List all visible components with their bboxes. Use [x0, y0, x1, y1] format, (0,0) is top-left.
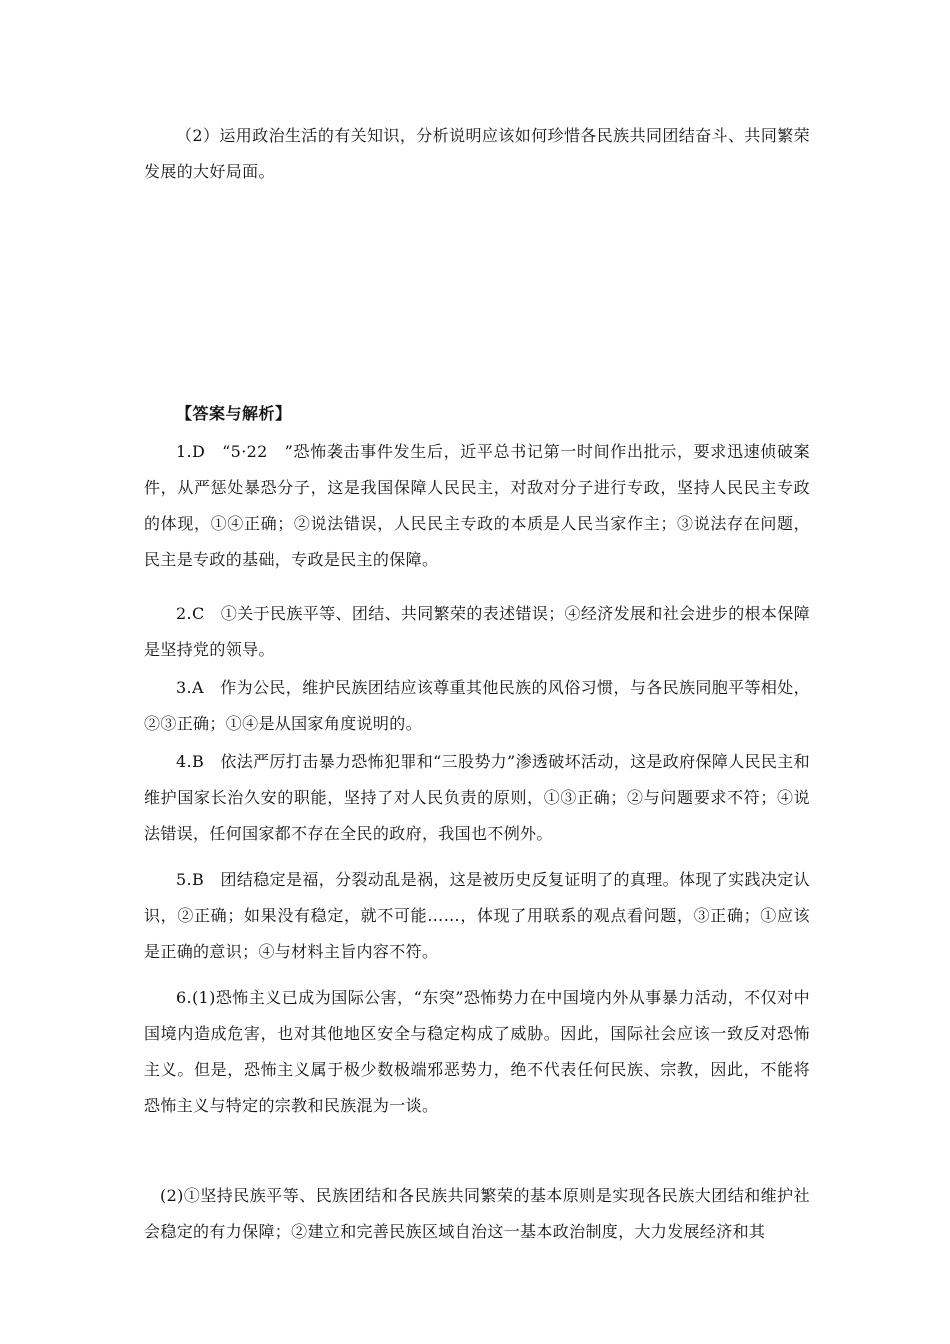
answers-heading: 【答案与解析】 — [176, 404, 292, 423]
answer-5: 5.B 团结稳定是福，分裂动乱是祸，这是被历史反复证明了的真理。体现了实践决定认识，②正确；如果没有稳定，就不可能……，体现了用联系的观点看问题，③正确；①应该是正确的意识；④与材料主旨内容不符。 — [144, 870, 810, 961]
answer-3: 3.A 作为公民，维护民族团结应该尊重其他民族的风俗习惯，与各民族同胞平等相处，②③正确；①④是从国家角度说明的。 — [144, 678, 810, 733]
answer-1: 1.D “5·22 ”恐怖袭击事件发生后，近平总书记第一时间作出批示，要求迅速侦破案件，从严惩处暴恐分子，这是我国保障人民民主，对敌对分子进行专政，坚持人民民主专政的体现，①④正确；②说法错误，人民民主专政的本质是人民当家作主；③说法存在问题，民主是专政的基础，专政是民主的保障。 — [144, 442, 810, 569]
answer-4: 4.B 依法严厉打击暴力恐怖犯罪和“三股势力”渗透破坏活动，这是政府保障人民民主和维护国家长治久安的职能，坚持了对人民负责的原则，①③正确；②与问题要求不符；④说法错误，任何国家都不存在全民的政府，我国也不例外。 — [144, 752, 810, 843]
answer-6-part-2: (2)①坚持民族平等、民族团结和各民族共同繁荣的基本原则是实现各民族大团结和维护社会稳定的有力保障；②建立和完善民族区域自治这一基本政治制度，大力发展经济和其 — [144, 1186, 810, 1241]
answer-6-part-1: 6.(1)恐怖主义已成为国际公害，“东突”恐怖势力在中国境内外从事暴力活动，不仅对中国境内造成危害，也对其他地区安全与稳定构成了威胁。因此，国际社会应该一致反对恐怖主义。但是，恐怖主义属于极少数极端邪恶势力，绝不代表任何民族、宗教，因此，不能将恐怖主义与特定的宗教和民族混为一谈。 — [144, 988, 810, 1115]
question-2-text: （2）运用政治生活的有关知识，分析说明应该如何珍惜各民族共同团结奋斗、共同繁荣发展的大好局面。 — [144, 126, 810, 181]
answer-2: 2.C ①关于民族平等、团结、共同繁荣的表述错误；④经济发展和社会进步的根本保障是坚持党的领导。 — [144, 604, 810, 659]
